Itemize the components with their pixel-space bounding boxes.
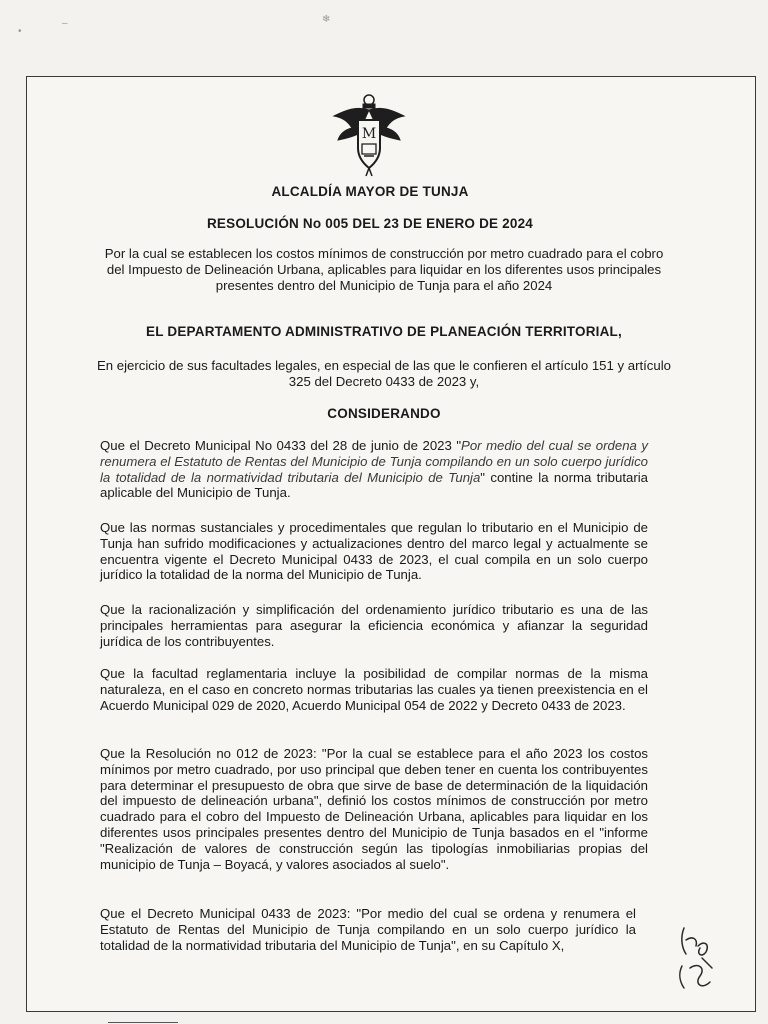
- paragraph-1-start: Que el Decreto Municipal No 0433 del 28 de junio de 2023 ": [100, 438, 462, 453]
- paragraph-3: Que la racionalización y simplificación del ordenamiento jurídico tributario es una de las principales herramientas para asegurar la eficiencia económica y afianzar la seguridad jurídica de los contribuyentes.: [100, 602, 648, 649]
- paragraph-1-italic: Por medio del cual se ordena y renumera el Estatuto de Rentas del Municipio de Tunja compilando en un solo cuerpo jurídico la totalidad de la normatividad tributaria del Municipio de Tunja: [100, 438, 648, 485]
- paragraph-5: Que la Resolución no 012 de 2023: "Por la cual se establece para el año 2023 los costos mínimos por metro cuadrado, por uso principal que deben tener en cuenta los contribuyentes para determinar el presupuesto de obra que sirve de base de determinación de la liquidación del impuesto de delineación urbana", definió los costos mínimos de construcción por metro cuadrado para el cobro del Impuesto de Delineación Urbana, aplicables para liquidar en los diferentes usos principales presentes dentro del Municipio de Tunja basados en el "informe "Realización de valores de construcción según las tipologías inmobiliarias propias del municipio de Tunja – Boyacá, y valores asociados al suelo".: [100, 746, 648, 872]
- authority-heading: EL DEPARTAMENTO ADMINISTRATIVO DE PLANEACIÓN TERRITORIAL,: [146, 324, 622, 339]
- svg-text:M: M: [361, 126, 377, 142]
- resolution-number: RESOLUCIÓN No 005 DEL 23 DE ENERO DE 2024: [206, 216, 534, 231]
- scan-mark: •: [18, 26, 22, 37]
- paragraph-1-end: " contine la norma tributaria aplicable del Municipio de Tunja.: [100, 469, 648, 501]
- scan-mark: ❄: [322, 14, 331, 25]
- scan-mark: –: [62, 18, 68, 29]
- paragraph-4: Que la facultad reglamentaria incluye la posibilidad de compilar normas de la misma naturaleza, en el caso en concreto normas tributarias las cuales ya tienen preexistencia en el Acuerdo Municipal 029 de 2020, Acuerdo Municipal 054 de 2022 y Decreto 0433 de 2023.: [100, 666, 648, 713]
- bottom-rule: [108, 1022, 178, 1023]
- considering-heading: CONSIDERANDO: [327, 406, 441, 421]
- powers-text: En ejercicio de sus facultades legales, en especial de las que le confieren el artículo 151 y artículo 325 del Decreto 0433 de 2023 y,: [97, 358, 671, 389]
- paragraph-1: [100, 438, 648, 501]
- resolution-summary: Por la cual se establecen los costos mínimos de construcción por metro cuadrado para el cobro del Impuesto de Delineación Urbana, aplicables para liquidar en los diferentes usos principales presentes dentro del Municipio de Tunja para el año 2024: [104, 246, 664, 293]
- paragraph-2: Que las normas sustanciales y procedimentales que regulan lo tributario en el Municipio de Tunja han sufrido modificaciones y actualizaciones dentro del marco legal y actualmente se encuentra vigente el Decreto Municipal 0433 de 2023, el cual compila en un solo cuerpo jurídico la totalidad de la norma del Municipio de Tunja.: [100, 520, 648, 583]
- coat-of-arms-icon: [326, 92, 412, 178]
- institution-title: ALCALDÍA MAYOR DE TUNJA: [271, 184, 469, 199]
- paragraph-6: Que el Decreto Municipal 0433 de 2023: "Por medio del cual se ordena y renumera el Estatuto de Rentas del Municipio de Tunja compilando en un solo cuerpo jurídico la totalidad de la normatividad tributaria del Municipio de Tunja", en su Capítulo X,: [100, 906, 636, 953]
- handwritten-initials: [672, 918, 722, 998]
